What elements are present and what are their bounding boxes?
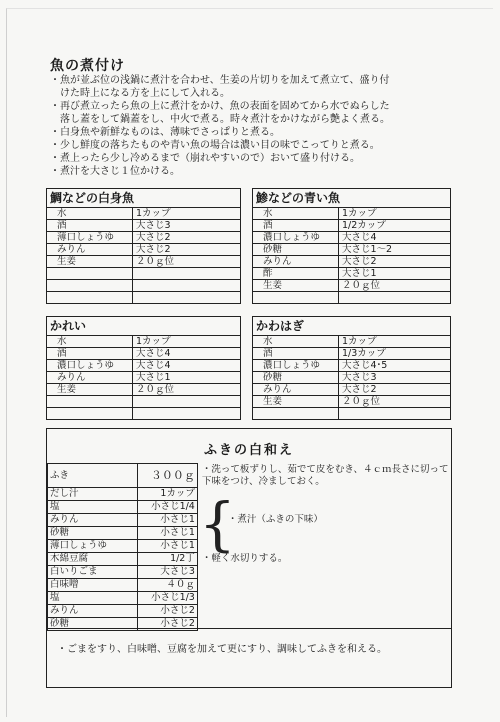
ingredient: 砂糖 — [48, 527, 138, 540]
note-line: ・再び煮立ったら魚の上に煮汁をかけ、魚の表面を固めてから水でぬらした — [50, 101, 390, 112]
ingredient: 生姜 — [253, 280, 339, 292]
amount: 大さじ1～2 — [339, 244, 451, 256]
table-title-blue-fish: 鯵などの青い魚 — [253, 189, 451, 208]
amount: 1カップ — [339, 336, 451, 348]
amount: 1カップ — [339, 208, 451, 220]
ingredient: だし汁 — [48, 488, 138, 501]
amount: ２０ｇ位 — [339, 280, 451, 292]
amount — [133, 396, 241, 408]
amount: 大さじ4 — [133, 360, 241, 372]
amount: 大さじ2 — [133, 232, 241, 244]
amount: 大さじ2 — [339, 256, 451, 268]
ingredient: 水 — [253, 336, 339, 348]
ingredient: みりん — [47, 372, 133, 384]
amount: 小さじ1 — [137, 514, 197, 527]
amount — [133, 268, 241, 280]
ingredient: 砂糖 — [253, 372, 339, 384]
seasoning-table-top — [46, 188, 451, 304]
ingredient — [47, 396, 133, 408]
ingredient: 濃口しょうゆ — [253, 232, 339, 244]
table-title-white-fish: 鯛などの白身魚 — [47, 189, 241, 208]
amount: ２０ｇ位 — [133, 384, 241, 396]
amount: 1/3カップ — [339, 348, 451, 360]
ingredient: 生姜 — [47, 256, 133, 268]
fuki-title: ふきの白和え — [203, 443, 294, 458]
ingredient: 酒 — [47, 220, 133, 232]
note-line: ・煮上ったら少し冷めるまで（崩れやすいので）おいて盛り付ける。 — [50, 153, 360, 164]
note-line: 落し蓋をして鍋蓋をし、中火で煮る。時々煮汁をかけながら艶よく煮る。 — [50, 114, 390, 125]
amount: 大さじ3 — [137, 566, 197, 579]
ingredient: ふき — [48, 464, 138, 488]
amount: 大さじ3 — [133, 220, 241, 232]
ingredient — [47, 280, 133, 292]
ingredient: 薄口しょうゆ — [48, 540, 138, 553]
ingredient: みりん — [253, 384, 339, 396]
fuki-final-step: ・ごまをすり、白味噌、豆腐を加えて更にすり、調味してふきを和える。 — [57, 644, 387, 655]
ingredient: みりん — [48, 514, 138, 527]
amount: 1カップ — [133, 336, 241, 348]
amount: 1カップ — [137, 488, 197, 501]
fuki-ingredient-table — [47, 463, 451, 631]
amount: 大さじ1 — [133, 372, 241, 384]
amount — [133, 280, 241, 292]
ingredient: 砂糖 — [253, 244, 339, 256]
ingredient: 生姜 — [47, 384, 133, 396]
amount: 大さじ3 — [339, 372, 451, 384]
ingredient: みりん — [253, 256, 339, 268]
note-line: ・煮汁を大さじ１位かける。 — [50, 166, 180, 177]
ingredient: 水 — [47, 336, 133, 348]
ingredient: 酒 — [47, 348, 133, 360]
ingredient: 生姜 — [253, 396, 339, 408]
ingredient: みりん — [48, 605, 138, 618]
ingredient: 濃口しょうゆ — [47, 360, 133, 372]
recipe-title: 魚の煮付け — [50, 58, 125, 74]
ingredient: 水 — [47, 208, 133, 220]
amount: 小さじ1 — [137, 540, 197, 553]
note-line: ・少し鮮度の落ちたものや青い魚の場合は濃い目の味でこってりと煮る。 — [50, 140, 380, 151]
amount: 小さじ1/4 — [137, 501, 197, 514]
amount: 小さじ2 — [137, 605, 197, 618]
note-line: けた時上になる方を上にして入れる。 — [50, 88, 230, 99]
amount: ２０ｇ位 — [133, 256, 241, 268]
amount: 小さじ1 — [137, 527, 197, 540]
note-line: ・魚が並ぶ位の浅鍋に煮汁を合わせ、生姜の片切りを加えて煮立て、盛り付 — [50, 75, 390, 86]
ingredient: 酒 — [253, 220, 339, 232]
ingredient: 酒 — [253, 348, 339, 360]
simmer-note: ・煮汁（ふきの下味） — [227, 514, 323, 525]
fuki-prep-note: ・洗って板ずりし、茹でて皮をむき、４ｃｍ長さに切って下味をつけ、冷ましておく。 — [201, 463, 449, 487]
amount: 1/2丁 — [137, 553, 197, 566]
amount: 小さじ2 — [137, 618, 197, 631]
amount: 大さじ4･5 — [339, 360, 451, 372]
ingredient: 塩 — [48, 501, 138, 514]
ingredient: 砂糖 — [48, 618, 138, 631]
brace-mark: { — [199, 490, 236, 558]
ingredient — [47, 268, 133, 280]
amount: ４０ｇ — [137, 579, 197, 592]
amount: 大さじ2 — [133, 244, 241, 256]
ingredient: 濃口しょうゆ — [253, 360, 339, 372]
amount: 1/2カップ — [339, 220, 451, 232]
ingredient: 塩 — [48, 592, 138, 605]
amount: ３００ｇ — [137, 464, 197, 488]
amount: 小さじ1/3 — [137, 592, 197, 605]
seasoning-table-middle — [46, 316, 451, 420]
ingredient: 薄口しょうゆ — [47, 232, 133, 244]
ingredient: みりん — [47, 244, 133, 256]
amount: ２０ｇ位 — [339, 396, 451, 408]
divider — [47, 628, 451, 629]
fuki-recipe-box — [46, 428, 452, 688]
ingredient: 白いりごま — [48, 566, 138, 579]
recipe-notes — [50, 74, 450, 178]
ingredient: 木綿豆腐 — [48, 553, 138, 566]
table-title-filefish: かわはぎ — [253, 317, 451, 336]
amount: 大さじ1 — [339, 268, 451, 280]
note-line: ・白身魚や新鮮なものは、薄味でさっぱりと煮る。 — [50, 127, 280, 138]
ingredient: 水 — [253, 208, 339, 220]
amount: 大さじ4 — [133, 348, 241, 360]
amount: 大さじ2 — [339, 384, 451, 396]
tofu-note: ・軽く水切りする。 — [201, 552, 288, 564]
ingredient: 白味噌 — [48, 579, 138, 592]
amount: 大さじ4 — [339, 232, 451, 244]
amount: 1カップ — [133, 208, 241, 220]
ingredient: 酢 — [253, 268, 339, 280]
table-title-flounder: かれい — [47, 317, 241, 336]
